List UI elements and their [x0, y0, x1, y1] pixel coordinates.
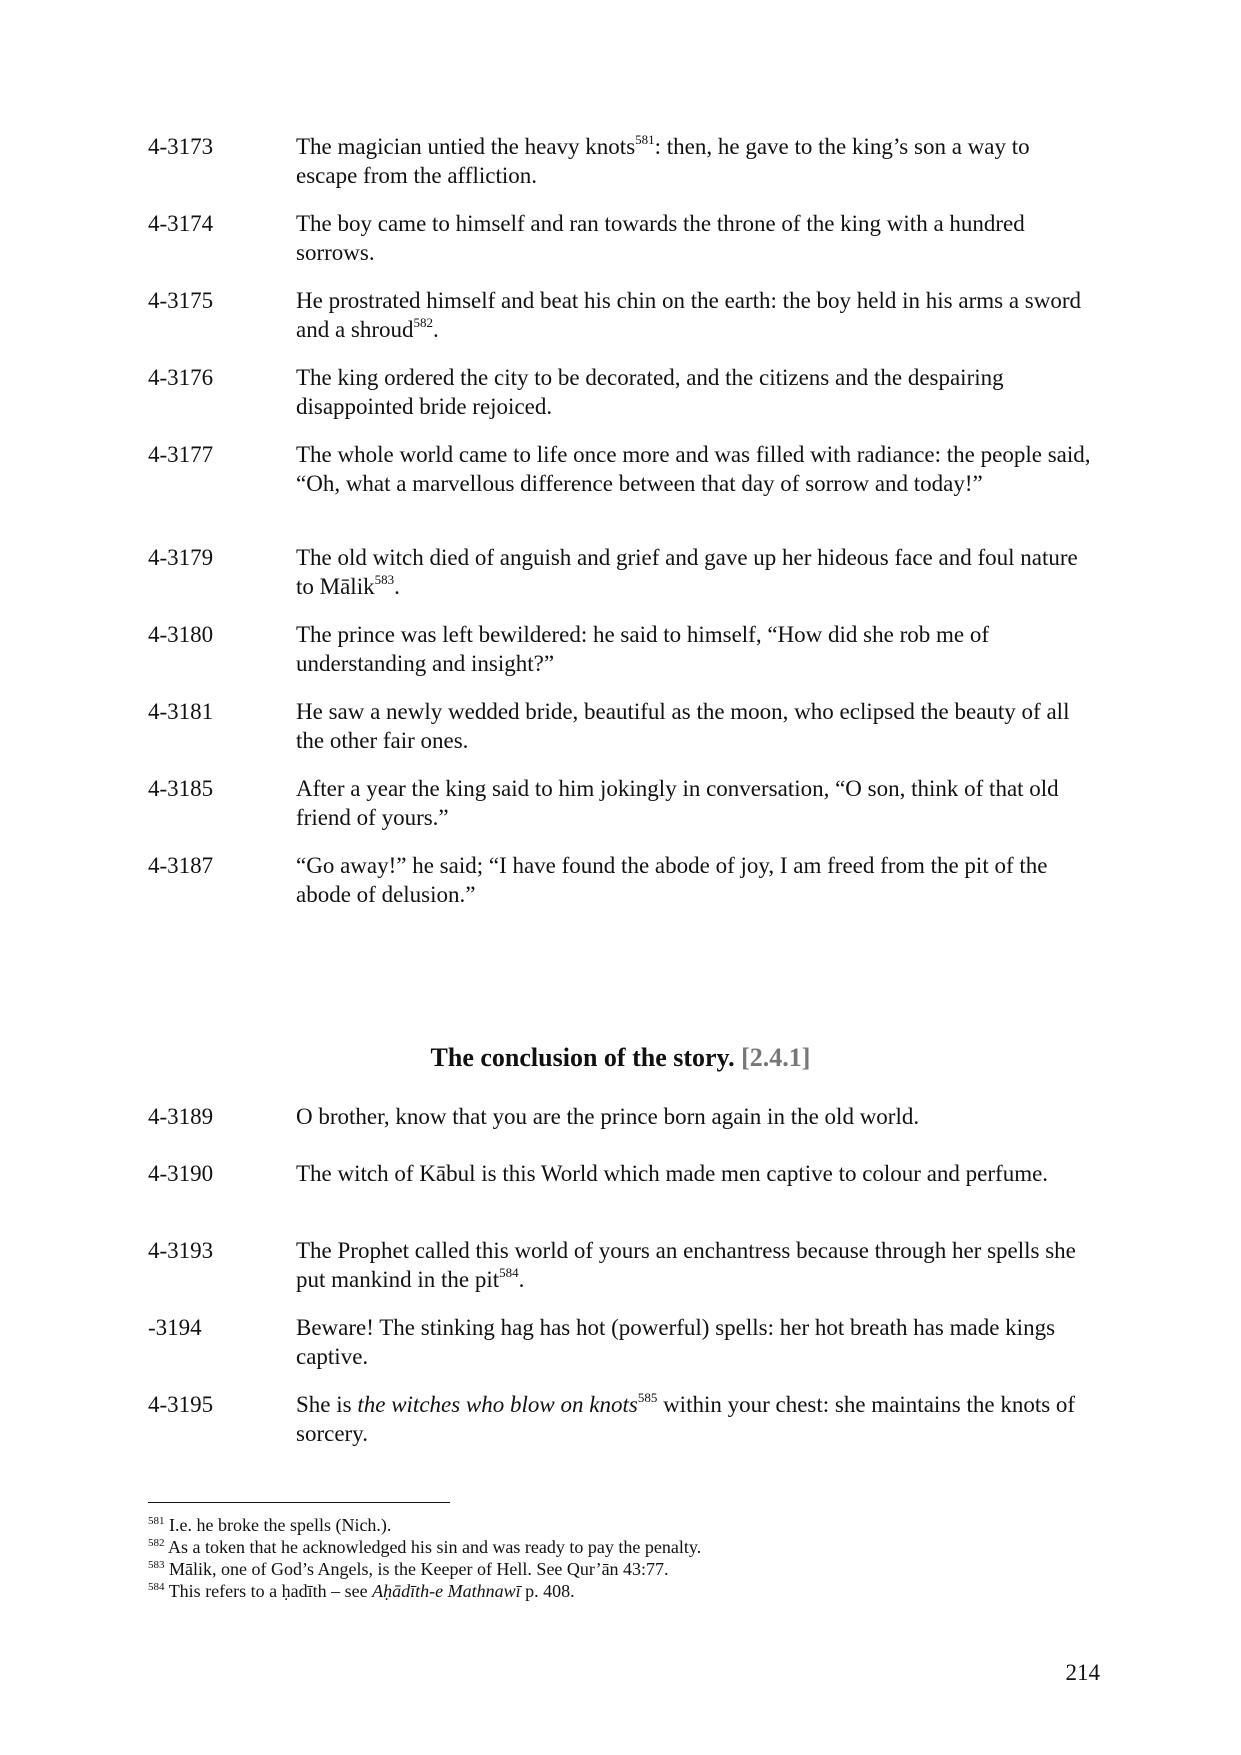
verse-number: 4-3180 [148, 622, 214, 647]
footnote: $^{581}$ I.e. he broke the spells (Nich.). [148, 1515, 392, 1535]
verse-number: 4-3176 [148, 365, 214, 390]
section-title: The conclusion of the story. [430, 1043, 735, 1072]
verse-number: 4-3177 [148, 442, 214, 467]
footnote-ref[interactable]: 584 [499, 1265, 519, 1280]
verse-text: She is the witches who blow on knots$^{585}$ within your chest: she maintains the knots of sorcery. [296, 1390, 1076, 1446]
footnote-ref[interactable]: 582 [413, 315, 434, 330]
verse-number: 4-3185 [148, 776, 214, 801]
verse-number: 4-3175 [148, 288, 214, 313]
verse-text: The magician untied the heavy knots$^{581}$: then, he gave to the king’s son a way to escape from the affliction. [296, 132, 1030, 188]
verse-text: The Prophet called this world of yours an enchantress because through her spells she put mankind in the pit$^{584}$. [296, 1238, 1076, 1292]
verse-text: O brother, know that you are the prince born again in the old world. [296, 1104, 920, 1129]
verse-text: The boy came to himself and ran towards the throne of the king with a hundred sorrows. [296, 211, 1025, 265]
verse-number: 4-3181 [148, 699, 214, 724]
footnote: $^{583}$ Mālik, one of God’s Angels, is the Keeper of Hell. See Qur’ān 43:77. [148, 1559, 669, 1579]
verse-text: The whole world came to life once more and was filled with radiance: the people said, “Oh, what a marvellous difference between that day of sorrow and today!” [296, 442, 1091, 496]
verse-text: The old witch died of anguish and grief and gave up her hideous face and foul nature to Mālik$^{583}$. [296, 545, 1078, 599]
verse-number: 4-3195 [148, 1392, 214, 1417]
page-number: 214 [1065, 1660, 1100, 1685]
verse-text: He saw a newly wedded bride, beautiful as the moon, who eclipsed the beauty of all the other fair ones. [296, 699, 1070, 753]
footnote-divider [148, 1502, 450, 1503]
verse-number: 4-3187 [148, 853, 214, 878]
verse-text: He prostrated himself and beat his chin on the earth: the boy held in his arms a sword and a shroud$^{582}$. [296, 288, 1081, 342]
section-heading [0, 1042, 1241, 1074]
verse-text: The king ordered the city to be decorated, and the citizens and the despairing disappointed bride rejoiced. [296, 365, 1004, 419]
verse-number: 4-3179 [148, 545, 214, 570]
verse-number: 4-3189 [148, 1104, 214, 1129]
verse-number: 4-3193 [148, 1238, 214, 1263]
footnotes [148, 1514, 1098, 1602]
footnote-ref[interactable]: 585 [637, 1390, 658, 1405]
footnote-ref[interactable]: 581 [635, 132, 655, 147]
section-reference[interactable]: [2.4.1] [741, 1043, 811, 1072]
footnote: $^{582}$ As a token that he acknowledged his sin and was ready to pay the penalty. [148, 1537, 702, 1557]
footnote-ref[interactable]: 583 [374, 572, 395, 587]
verse-text: After a year the king said to him jokingly in conversation, “O son, think of that old friend of yours.” [296, 776, 1059, 830]
footnote: $^{584}$ This refers to a ḥadīth – see Aḥādīth-e Mathnawī p. 408. [148, 1581, 575, 1601]
verse-text: Beware! The stinking hag has hot (powerful) spells: her hot breath has made kings captive. [296, 1315, 1056, 1369]
verse-number: 4-3190 [148, 1161, 214, 1186]
verse-text: The prince was left bewildered: he said to himself, “How did she rob me of understanding and insight?” [296, 622, 989, 676]
verse-number: 4-3173 [148, 134, 214, 159]
verse-text: The witch of Kābul is this World which made men captive to colour and perfume. [296, 1161, 1049, 1186]
verse-number: -3194 [148, 1315, 202, 1340]
verse-text: “Go away!” he said; “I have found the abode of joy, I am freed from the pit of the abode of delusion.” [296, 853, 1048, 907]
verse-number: 4-3174 [148, 211, 214, 236]
